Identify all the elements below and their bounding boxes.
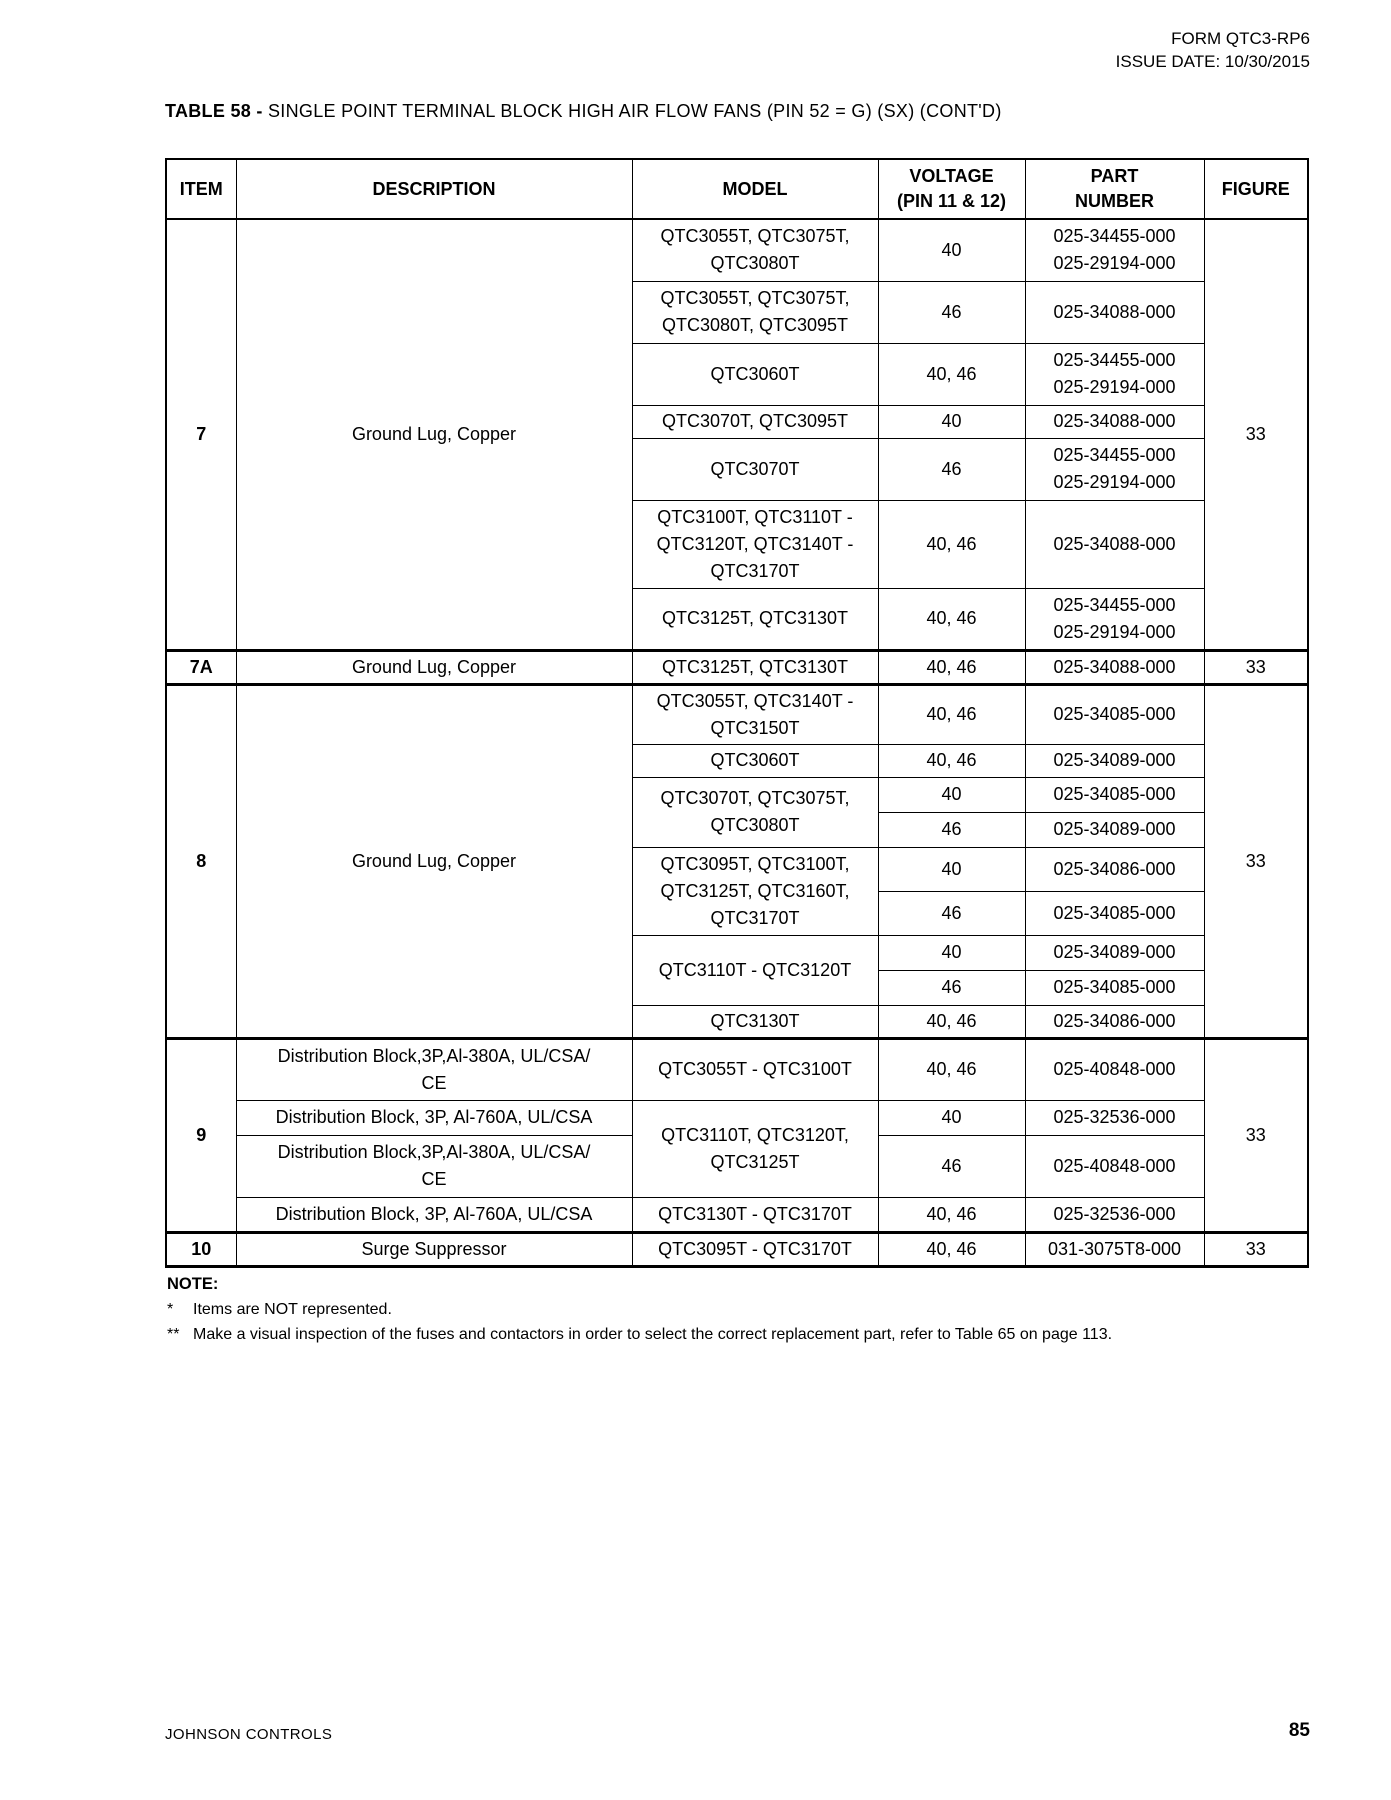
voltage-cell: 40, 46 [878, 1197, 1025, 1232]
model-cell: QTC3130T - QTC3170T [632, 1197, 878, 1232]
model-cell: QTC3055T, QTC3140T - QTC3150T [632, 684, 878, 744]
model-cell: QTC3110T, QTC3120T, QTC3125T [632, 1100, 878, 1197]
part-number: 025-29194-000 [1053, 472, 1176, 492]
voltage-cell: 40, 46 [878, 650, 1025, 684]
column-header-label: VOLTAGE [909, 166, 994, 186]
model-cell: QTC3070T, QTC3075T, QTC3080T [632, 777, 878, 847]
description-line: CE [421, 1072, 447, 1093]
note-item [167, 1297, 1312, 1322]
description-cell [236, 1038, 632, 1100]
column-header-label: ITEM [179, 178, 223, 199]
notes-section [167, 1272, 1312, 1347]
figure-cell: 33 [1204, 684, 1308, 1038]
table-row [166, 650, 1308, 684]
part-number-cell: 025-34088-000 [1025, 650, 1204, 684]
note-text: Make a visual inspection of the fuses and contactors in order to select the correct replacement part, refer to Table 65 on page 113. [193, 1326, 1113, 1343]
part-number: 025-34455-000 [1053, 226, 1176, 247]
part-number-cell: 025-40848-000 [1025, 1135, 1204, 1197]
notes-heading: NOTE: [167, 1275, 219, 1293]
model-cell: QTC3125T, QTC3130T [632, 588, 878, 650]
model-cell: QTC3110T - QTC3120T [632, 935, 878, 1005]
part-number-cell: 025-34088-000 [1025, 405, 1204, 438]
voltage-cell: 46 [878, 438, 1025, 500]
part-number-cell: 025-34089-000 [1025, 812, 1204, 847]
voltage-cell: 40, 46 [878, 1005, 1025, 1038]
voltage-cell: 40, 46 [878, 1038, 1025, 1100]
description-cell: Surge Suppressor [236, 1232, 632, 1266]
table-title [165, 101, 1002, 122]
part-number-cell: 025-34088-000 [1025, 500, 1204, 588]
column-header-sublabel: (PIN 11 & 12) [896, 191, 1007, 211]
table-row [166, 219, 1308, 281]
voltage-cell: 46 [878, 891, 1025, 935]
model-cell: QTC3125T, QTC3130T [632, 650, 878, 684]
model-cell: QTC3095T, QTC3100T, QTC3125T, QTC3160T, QTC3170T [632, 847, 878, 935]
part-number-cell: 025-34088-000 [1025, 281, 1204, 343]
column-header-label: FIGURE [1221, 178, 1290, 199]
page-header [1116, 27, 1310, 73]
voltage-cell: 46 [878, 1135, 1025, 1197]
model-cell: QTC3095T - QTC3170T [632, 1232, 878, 1266]
description-cell: Ground Lug, Copper [236, 650, 632, 684]
issue-date: ISSUE DATE: 10/30/2015 [1115, 52, 1310, 71]
part-number-cell: 025-34085-000 [1025, 684, 1204, 744]
footer-page-number: 85 [1288, 1720, 1310, 1741]
table-row [166, 1232, 1308, 1266]
part-number: 025-34455-000 [1053, 350, 1176, 370]
voltage-cell: 46 [878, 970, 1025, 1005]
voltage-cell: 40 [878, 1100, 1025, 1135]
table-row [166, 1197, 1308, 1232]
part-number-cell: 031-3075T8-000 [1025, 1232, 1204, 1266]
part-number: 025-29194-000 [1053, 377, 1176, 397]
note-marker: ** [167, 1326, 180, 1343]
table-row [166, 684, 1308, 744]
voltage-cell: 46 [878, 812, 1025, 847]
table-number-label: TABLE 58 - [165, 101, 263, 121]
model-cell: QTC3055T - QTC3100T [632, 1038, 878, 1100]
description-cell: Ground Lug, Copper [236, 219, 632, 650]
voltage-cell: 40 [878, 935, 1025, 970]
part-number-cell: 025-32536-000 [1025, 1197, 1204, 1232]
model-cell: QTC3070T, QTC3095T [632, 405, 878, 438]
table-title-text: SINGLE POINT TERMINAL BLOCK HIGH AIR FLOW FANS (PIN 52 = G) (SX) (CONT'D) [268, 101, 1002, 121]
voltage-cell: 40 [878, 405, 1025, 438]
part-number-cell [1025, 588, 1204, 650]
description-line: Distribution Block,3P,Al-380A, UL/CSA/ [277, 1045, 591, 1066]
column-header-label: NUMBER [1075, 191, 1154, 211]
column-header-part-number [1025, 159, 1204, 219]
note-marker: * [167, 1301, 174, 1318]
part-number-cell: 025-34085-000 [1025, 970, 1204, 1005]
column-header-model [632, 159, 878, 219]
column-header-figure [1204, 159, 1308, 219]
voltage-cell: 40, 46 [878, 343, 1025, 405]
description-line: Distribution Block,3P,Al-380A, UL/CSA/ [277, 1142, 591, 1162]
figure-cell: 33 [1204, 219, 1308, 650]
item-cell: 9 [166, 1038, 236, 1232]
voltage-cell: 40, 46 [878, 744, 1025, 777]
column-header-item [166, 159, 236, 219]
figure-cell: 33 [1204, 650, 1308, 684]
voltage-cell: 40, 46 [878, 1232, 1025, 1266]
column-header-label: PART [1090, 166, 1139, 186]
figure-cell: 33 [1204, 1232, 1308, 1266]
part-number: 025-29194-000 [1053, 621, 1176, 642]
column-header-voltage [878, 159, 1025, 219]
voltage-cell: 40 [878, 777, 1025, 812]
model-cell: QTC3100T, QTC3110T - QTC3120T, QTC3140T - QTC3170T [632, 500, 878, 588]
description-cell [236, 1135, 632, 1197]
model-cell: QTC3130T [632, 1005, 878, 1038]
part-number-cell: 025-34089-000 [1025, 935, 1204, 970]
model-cell: QTC3055T, QTC3075T, QTC3080T, QTC3095T [632, 281, 878, 343]
table-row [166, 1100, 1308, 1135]
voltage-cell: 46 [878, 281, 1025, 343]
part-number: 025-29194-000 [1053, 253, 1176, 274]
part-number-cell: 025-34089-000 [1025, 744, 1204, 777]
voltage-cell: 40 [878, 847, 1025, 891]
part-number: 025-34455-000 [1053, 445, 1176, 465]
item-cell: 10 [166, 1232, 236, 1266]
column-header-description [236, 159, 632, 219]
part-number-cell: 025-34086-000 [1025, 1005, 1204, 1038]
item-cell: 8 [166, 684, 236, 1038]
part-number-cell: 025-34085-000 [1025, 777, 1204, 812]
figure-cell: 33 [1204, 1038, 1308, 1232]
part-number-cell: 025-34085-000 [1025, 891, 1204, 935]
description-cell: Distribution Block, 3P, Al-760A, UL/CSA [236, 1197, 632, 1232]
model-cell: QTC3055T, QTC3075T, QTC3080T [632, 219, 878, 281]
note-text: Items are NOT represented. [193, 1301, 392, 1318]
parts-table [165, 158, 1309, 1268]
description-line: CE [421, 1169, 447, 1189]
model-cell: QTC3060T [632, 744, 878, 777]
column-header-label: DESCRIPTION [372, 178, 496, 199]
item-cell: 7 [166, 219, 236, 650]
note-item [167, 1322, 1312, 1347]
voltage-cell: 40 [878, 219, 1025, 281]
description-cell: Distribution Block, 3P, Al-760A, UL/CSA [236, 1100, 632, 1135]
part-number: 025-34455-000 [1053, 594, 1176, 615]
part-number-cell: 025-34086-000 [1025, 847, 1204, 891]
model-cell: QTC3070T [632, 438, 878, 500]
table-row [166, 1038, 1308, 1100]
model-cell: QTC3060T [632, 343, 878, 405]
table-header-row [166, 159, 1308, 219]
part-number-cell [1025, 219, 1204, 281]
column-header-label: MODEL [722, 178, 788, 199]
form-number: FORM QTC3-RP6 [1171, 29, 1310, 48]
voltage-cell: 40, 46 [878, 588, 1025, 650]
item-cell: 7A [166, 650, 236, 684]
part-number-cell: 025-32536-000 [1025, 1100, 1204, 1135]
footer-company: JOHNSON CONTROLS [165, 1726, 333, 1743]
voltage-cell: 40, 46 [878, 684, 1025, 744]
voltage-cell: 40, 46 [878, 500, 1025, 588]
description-cell: Ground Lug, Copper [236, 684, 632, 1038]
part-number-cell [1025, 343, 1204, 405]
part-number-cell: 025-40848-000 [1025, 1038, 1204, 1100]
part-number-cell [1025, 438, 1204, 500]
